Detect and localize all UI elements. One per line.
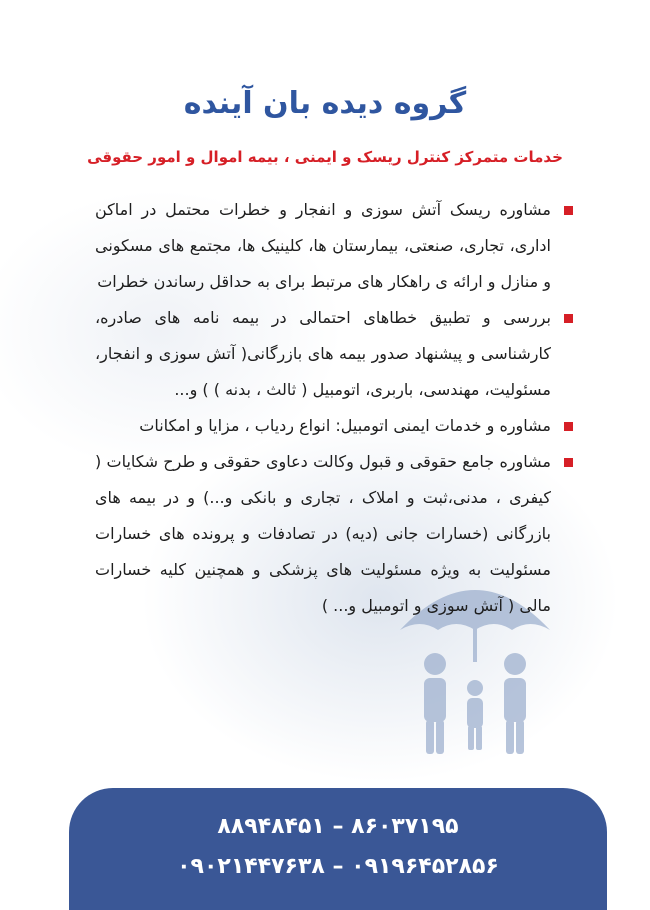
red-square-icon (564, 314, 573, 323)
service-text: مشاوره جامع حقوقی و قبول وکالت دعاوی حقوقی و طرح شکایات ( کیفری ، مدنی،ثبت و املاک ، تجاری و بانکی و...) و در بیمه های بازرگانی (خسارات جانی (دیه) در تصادفات و پرونده های خسارات مسئولیت به ویژه مسئولیت های پزشکی و همچنین کلیه خسارات مالی ( آتش سوزی و اتومبیل و... ) (95, 452, 551, 615)
phone-numbers-landline: ۸۸۹۴۸۴۵۱ – ۸۶۰۳۷۱۹۵ (217, 814, 459, 839)
page-subtitle: خدمات متمرکز کنترل ریسک و ایمنی ، بیمه اموال و امور حقوقی (87, 148, 563, 166)
service-item (95, 300, 573, 408)
service-item (95, 444, 573, 624)
red-square-icon (564, 458, 573, 467)
service-item (95, 408, 573, 444)
phone-numbers-mobile: ۰۹۰۲۱۴۴۷۶۳۸ – ۰۹۱۹۶۴۵۲۸۵۶ (177, 854, 499, 879)
page-title: گروه دیده بان آینده (183, 86, 467, 121)
service-text: بررسی و تطبیق خطاهای احتمالی در بیمه نامه های صادره، کارشناسی و پیشنهاد صدور بیمه های بازرگانی( آتش سوزی و انفجار، مسئولیت، مهندسی، باربری، اتومبیل ( ثالث ، بدنه ) ) و... (95, 308, 551, 399)
red-square-icon (564, 422, 573, 431)
services-list (95, 192, 573, 624)
service-text: مشاوره و خدمات ایمنی اتومبیل: انواع ردیاب ، مزایا و امکانات (139, 416, 551, 435)
red-square-icon (564, 206, 573, 215)
service-text: مشاوره ریسک آتش سوزی و انفجار و خطرات محتمل در اماکن اداری، تجاری، صنعتی، بیمارستان ها، کلینیک ها، مجتمع های مسکونی و منازل و ارائه ی راهکار های مرتبط برای به حداقل رساندن خطرات (95, 200, 551, 291)
service-item (95, 192, 573, 300)
contact-footer (69, 788, 607, 910)
